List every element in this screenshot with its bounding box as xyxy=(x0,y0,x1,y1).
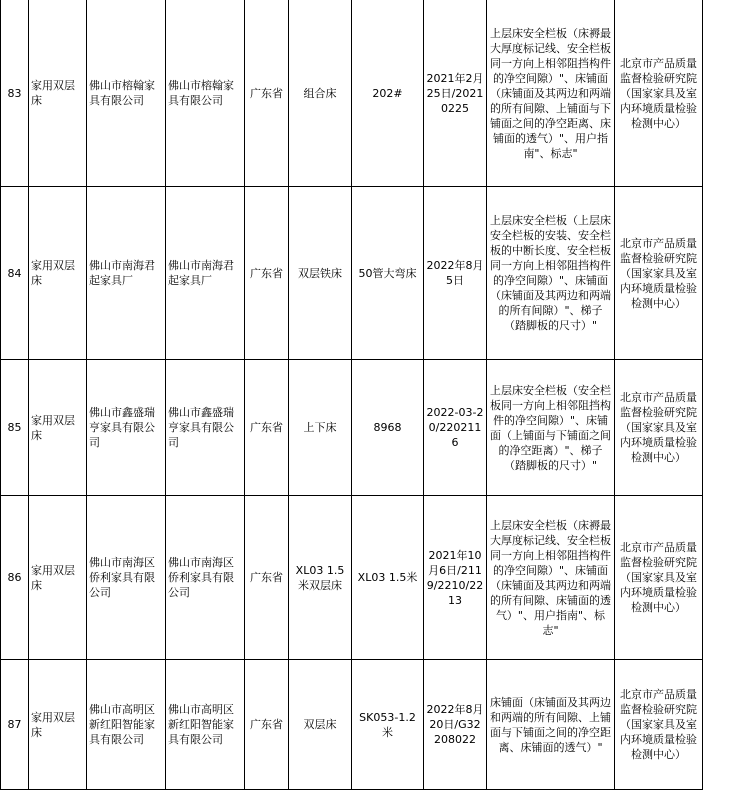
production-date: 2022年8月5日 xyxy=(424,187,487,360)
producer-name: 佛山市南海君起家具厂 xyxy=(87,187,166,360)
province: 广东省 xyxy=(245,360,289,496)
province: 广东省 xyxy=(245,187,289,360)
inspection-organization: 北京市产品质量监督检验研究院（国家家具及室内环境质量检验检测中心） xyxy=(615,496,703,660)
table-row xyxy=(1,187,746,360)
table-row xyxy=(1,360,746,496)
failed-items: 上层床安全栏板（安全栏板同一方向上相邻阻挡构件的净空间隙）"、床铺面（上铺面与下铺面之间的净空距离）"、梯子（踏脚板的尺寸）" xyxy=(487,360,615,496)
product-category: 家用双层床 xyxy=(29,0,87,187)
product-name: 组合床 xyxy=(289,0,352,187)
failed-items: 上层床安全栏板（床褥最大厚度标记线、安全栏板同一方向上相邻阻挡构件的净空间隙）"、床铺面（床铺面及其两边和两端的所有间隙、上铺面与下铺面之间的净空距离、床铺面的透气）"、用户指南"、标志" xyxy=(487,0,615,187)
table-row xyxy=(1,0,746,187)
empty-cell xyxy=(703,496,746,660)
row-number: 83 xyxy=(1,0,29,187)
row-number: 87 xyxy=(1,660,29,790)
seller-name: 佛山市榕翰家具有限公司 xyxy=(166,0,245,187)
table-row xyxy=(1,496,746,660)
failed-items: 上层床安全栏板（上层床安全栏板的安装、安全栏板的中断长度、安全栏板同一方向上相邻阻挡构件的净空间隙）"、床铺面（床铺面及其两边和两端的所有间隙）"、梯子（踏脚板的尺寸）" xyxy=(487,187,615,360)
seller-name: 佛山市南海区侨利家具有限公司 xyxy=(166,496,245,660)
province: 广东省 xyxy=(245,660,289,790)
province: 广东省 xyxy=(245,496,289,660)
product-name: 双层床 xyxy=(289,660,352,790)
product-name: XL03 1.5米双层床 xyxy=(289,496,352,660)
producer-name: 佛山市高明区新红阳智能家具有限公司 xyxy=(87,660,166,790)
producer-name: 佛山市榕翰家具有限公司 xyxy=(87,0,166,187)
inspection-organization: 北京市产品质量监督检验研究院（国家家具及室内环境质量检验检测中心） xyxy=(615,0,703,187)
product-model: 50管大弯床 xyxy=(352,187,424,360)
product-model: 202# xyxy=(352,0,424,187)
row-number: 85 xyxy=(1,360,29,496)
table-row xyxy=(1,660,746,790)
empty-cell xyxy=(703,660,746,790)
producer-name: 佛山市南海区侨利家具有限公司 xyxy=(87,496,166,660)
seller-name: 佛山市高明区新红阳智能家具有限公司 xyxy=(166,660,245,790)
product-category: 家用双层床 xyxy=(29,187,87,360)
inspection-organization: 北京市产品质量监督检验研究院（国家家具及室内环境质量检验检测中心） xyxy=(615,660,703,790)
empty-cell xyxy=(703,360,746,496)
production-date: 2021年10月6日/2119/2210/2213 xyxy=(424,496,487,660)
product-name: 双层铁床 xyxy=(289,187,352,360)
product-model: XL03 1.5米 xyxy=(352,496,424,660)
product-category: 家用双层床 xyxy=(29,496,87,660)
failed-items: 床铺面（床铺面及其两边和两端的所有间隙、上铺面与下铺面之间的净空距离、床铺面的透气）" xyxy=(487,660,615,790)
empty-cell xyxy=(703,0,746,187)
province: 广东省 xyxy=(245,0,289,187)
product-model: 8968 xyxy=(352,360,424,496)
seller-name: 佛山市南海君起家具厂 xyxy=(166,187,245,360)
failed-items: 上层床安全栏板（床褥最大厚度标记线、安全栏板同一方向上相邻阻挡构件的净空间隙）"、床铺面（床铺面及其两边和两端的所有间隙、床铺面的透气）"、用户指南"、标志" xyxy=(487,496,615,660)
production-date: 2022-03-20/2202116 xyxy=(424,360,487,496)
inspection-organization: 北京市产品质量监督检验研究院（国家家具及室内环境质量检验检测中心） xyxy=(615,360,703,496)
production-date: 2021年2月25日/20210225 xyxy=(424,0,487,187)
inspection-organization: 北京市产品质量监督检验研究院（国家家具及室内环境质量检验检测中心） xyxy=(615,187,703,360)
product-category: 家用双层床 xyxy=(29,660,87,790)
empty-cell xyxy=(703,187,746,360)
product-name: 上下床 xyxy=(289,360,352,496)
seller-name: 佛山市鑫盛瑞亨家具有限公司 xyxy=(166,360,245,496)
product-model: SK053-1.2米 xyxy=(352,660,424,790)
production-date: 2022年8月20日/G32208022 xyxy=(424,660,487,790)
row-number: 84 xyxy=(1,187,29,360)
product-category: 家用双层床 xyxy=(29,360,87,496)
row-number: 86 xyxy=(1,496,29,660)
producer-name: 佛山市鑫盛瑞亨家具有限公司 xyxy=(87,360,166,496)
